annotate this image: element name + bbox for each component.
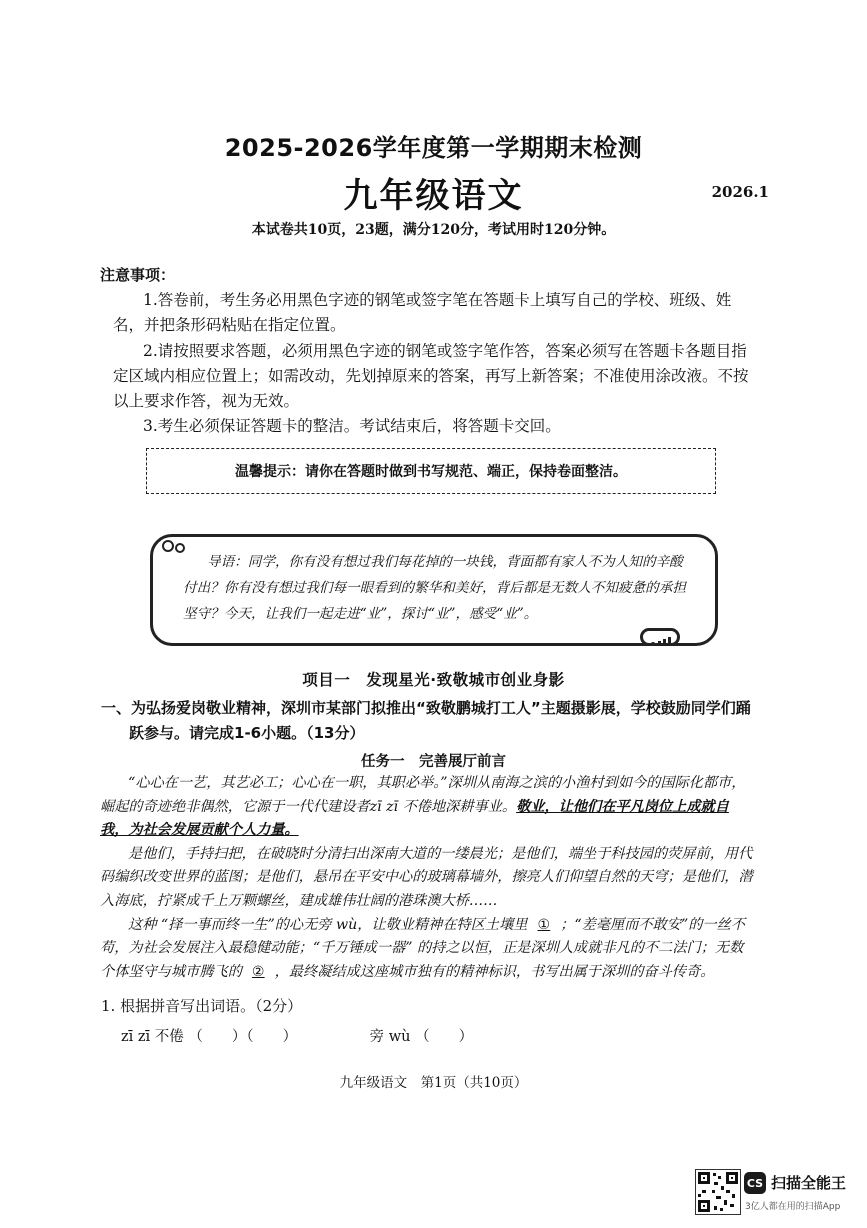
watermark-slogan: 3亿人都在用的扫描App (745, 1202, 841, 1212)
question-intro-line: 一、为弘扬爱岗敬业精神，深圳市某部门拟推出“致敬鹏城打工人”主题摄影展，学校鼓励同学们踊 (101, 699, 751, 717)
notice-item: 2.请按照要求答题，必须用黑色字迹的钢笔或签字笔作答，答案必须写在答题卡各题目指定区域内相应位置上；如需改动，先划掉原来的答案，再写上新答案；不准使用涂改液。不按以上要求作答，视为无效。 (113, 341, 749, 411)
question-1-items (121, 1025, 721, 1046)
passage (100, 772, 754, 984)
notice-list (113, 288, 753, 440)
underlined-sentence: 敬业，让他们在平凡岗位上成就自我，为社会发展贡献个人力量。 (100, 798, 729, 839)
task-title: 任务一 完善展厅前言 (361, 754, 506, 770)
intro-text: 导语：同学，你有没有想过我们每花掉的一块钱，背面都有家人不为人知的辛酸付出？你有没有想过我们每一眼看到的繁华和美好，背后都是无数人不知疲惫的承担坚守？今天，让我们一起走进“业”，探讨“业”，感受“业”。 (183, 554, 686, 622)
question-intro (101, 696, 761, 746)
passage-paragraph (100, 914, 754, 985)
speech-bubble-dot-icon (162, 540, 174, 552)
passage-text: ，最终凝结成这座城市独有的精神标识，书写出属于深圳的奋斗传奇。 (274, 963, 715, 980)
blank-1: ① (537, 916, 551, 933)
exam-title: 2025-2026学年度第一学期期末检测 (224, 134, 643, 162)
subject-title: 九年级语文 (343, 176, 524, 216)
speech-bubble-dot-icon (175, 543, 185, 553)
signal-bars-icon (650, 632, 670, 640)
passage-text: 这种 “择一事而终一生”的心无旁 wù，让敬业精神在特区土壤里 (128, 916, 528, 933)
tip-text: 温馨提示：请你在答题时做到书写规范、端正，保持卷面整洁。 (235, 464, 627, 480)
tip-box (146, 448, 716, 494)
notice-item: 1.答卷前，考生务必用黑色字迹的钢笔或签字笔在答题卡上填写自己的学校、班级、姓名，并把条形码粘贴在指定位置。 (113, 291, 732, 335)
blank-2: ② (251, 963, 265, 980)
question-1-item: zī zī 不倦 （ ）（ ） (121, 1029, 298, 1045)
passage-paragraph: 是他们，手持扫把，在破晓时分清扫出深南大道的一缕晨光；是他们，端坐于科技园的荧屏前，用代码编织改变世界的蓝图；是他们，悬吊在平安中心的玻璃幕墙外，擦亮人们仰望自然的天穹；是他们，潜入海底，拧紧成千上万颗螺丝，建成雄伟壮阔的港珠澳大桥…… (100, 845, 753, 909)
project-title: 项目一 发现星光·致敬城市创业身影 (302, 671, 565, 689)
question-intro-line: 跃参与。请完成1-6小题。（13分） (129, 724, 365, 742)
passage-paragraph (100, 772, 754, 843)
passage-text: ；“差毫厘而不敢安”的一丝不苟，为社会发展注入最稳健动能；“千万锤成一器” 的持之以恒，正是深圳人成就非凡的不二法门；无数个体坚守与城市腾飞的 (100, 916, 745, 980)
passage-text: “心心在一艺，其艺必工；心心在一职，其职必举。”深圳从南海之滨的小渔村到如今的国际化都市，崛起的奇迹绝非偶然，它源于一代代建设者zī zī 不倦地深耕事业。 (100, 775, 746, 815)
intro-box (150, 534, 718, 646)
page-footer: 九年级语文 第1页（共10页） (339, 1075, 528, 1091)
exam-date: 2026.1 (711, 183, 769, 201)
question-1-prompt: 1. 根据拼音写出词语。（2分） (101, 997, 303, 1015)
notice-item: 3.考生必须保证答题卡的整洁。考试结束后，将答题卡交回。 (143, 417, 561, 436)
qr-code-icon (695, 1169, 741, 1215)
exam-info: 本试卷共10页，23题，满分120分，考试用时120分钟。 (251, 222, 616, 238)
watermark-name: 扫描全能王 (771, 1174, 847, 1192)
notice-heading: 注意事项： (100, 266, 176, 284)
question-1-item: 旁 wù （ ） (369, 1029, 474, 1045)
camscanner-logo-icon: CS (744, 1172, 766, 1194)
